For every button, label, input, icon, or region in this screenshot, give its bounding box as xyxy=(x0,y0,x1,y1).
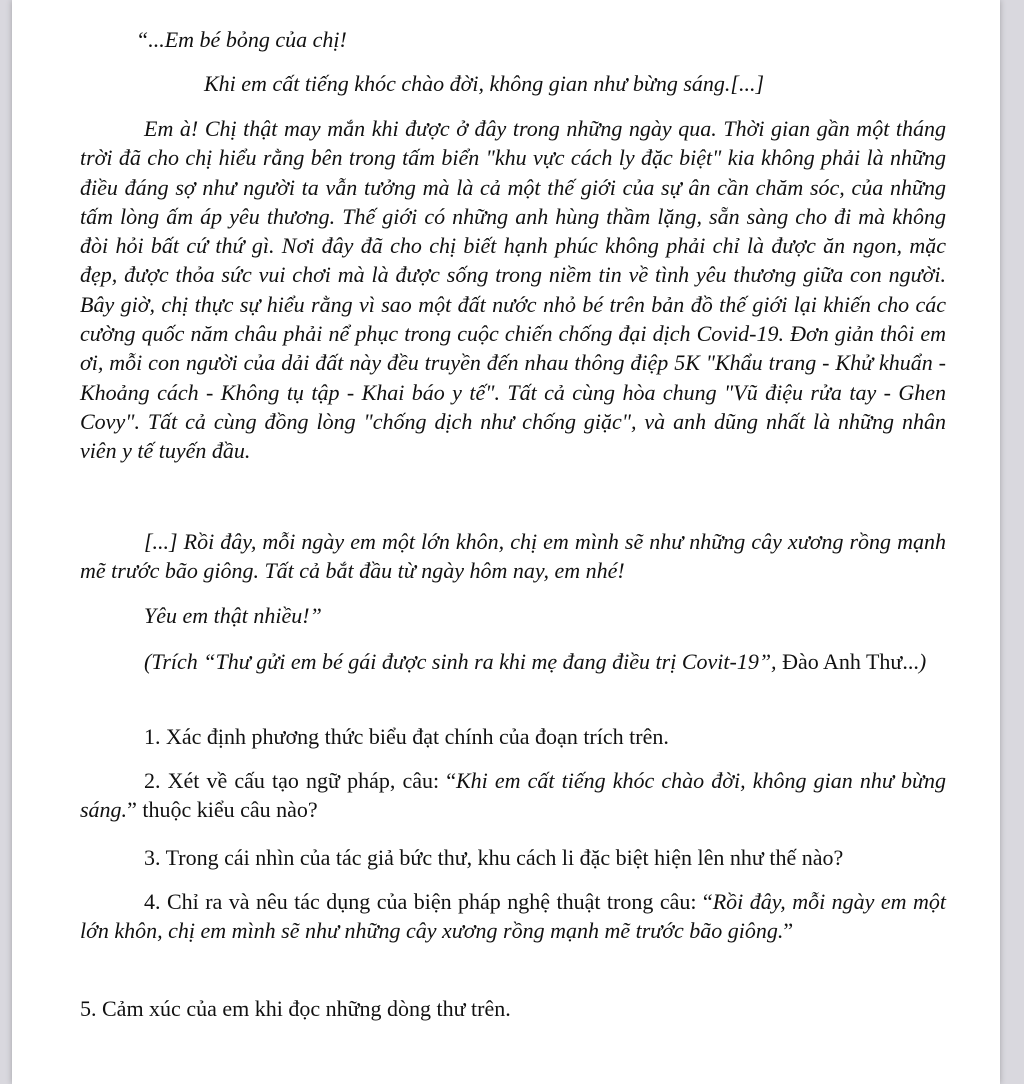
question-1: 1. Xác định phương thức biểu đạt chính của đoạn trích trên. xyxy=(144,724,669,749)
cropped-heading-line xyxy=(80,0,86,10)
question-2-prefix: 2. Xét về cấu tạo ngữ pháp, câu: “ xyxy=(144,768,456,793)
greeting: “...Em bé bỏng của chị! xyxy=(136,27,347,52)
letter-closing: Yêu em thật nhiều!” xyxy=(144,603,322,628)
question-2-suffix: ” thuộc kiểu câu nào? xyxy=(127,797,318,823)
question-4-quote: Rồi đây, mỗi ngày em một lớn khôn, chị em mình sẽ như những cây xương rồng mạnh mẽ trước bão giông. xyxy=(80,889,946,944)
question-4-suffix: ” xyxy=(783,918,794,944)
question-2 xyxy=(80,766,946,825)
letter-paragraph-2: [...] Rồi đây, mỗi ngày em một lớn khôn, chị em mình sẽ như những cây xương rồng mạnh mẽ trước bão giông. Tất cả bắt đầu từ ngày hôm nay, em nhé! xyxy=(80,529,946,584)
question-3: 3. Trong cái nhìn của tác giả bức thư, khu cách li đặc biệt hiện lên như thế nào? xyxy=(144,845,844,870)
document-page xyxy=(12,0,1000,1084)
letter-paragraph-1: Em à! Chị thật may mắn khi được ở đây trong những ngày qua. Thời gian gần một tháng trời đã cho chị hiểu rằng bên trong tấm biển "khu vực cách ly đặc biệt" kia không phải là những điều đáng sợ như người ta vẫn tưởng mà là cả một thế giới của sự ân cần chăm sóc, của những tấm lòng ấm áp yêu thương. Thế giới có những anh hùng thầm lặng, sẵn sàng cho đi mà không đòi hỏi bất cứ thứ gì. Nơi đây đã cho chị biết hạnh phúc không phải chỉ là được ăn ngon, mặc đẹp, được thỏa sức vui chơi mà là được sống trong niềm tin về tình yêu thương giữa con người. Bây giờ, chị thực sự hiểu rằng vì sao một đất nước nhỏ bé trên bản đồ thế giới lại khiến cho các cường quốc năm châu phải nể phục trong cuộc chiến chống đại dịch Covid-19. Đơn giản thôi em ơi, mỗi con người của dải đất này đều truyền đến nhau thông điệp 5K "Khẩu trang - Khử khuẩn - Khoảng cách - Không tụ tập - Khai báo y tế". Tất cả cùng hòa chung "Vũ điệu rửa tay - Ghen Covy". Tất cả cùng đồng lòng "chống dịch như chống giặc", và anh dũng nhất là những nhân viên y tế tuyến đầu. xyxy=(80,116,946,464)
source-author: Đào Anh Thư... xyxy=(776,649,919,674)
source-title: (Trích “Thư gửi em bé gái được sinh ra khi mẹ đang điều trị Covit-19”, xyxy=(144,649,777,674)
quote-line-1: Khi em cất tiếng khóc chào đời, không gian như bừng sáng.[...] xyxy=(204,71,765,96)
question-5: 5. Cảm xúc của em khi đọc những dòng thư trên. xyxy=(80,996,511,1021)
source-close-paren: ) xyxy=(918,649,927,674)
question-4-prefix: 4. Chỉ ra và nêu tác dụng của biện pháp nghệ thuật trong câu: “ xyxy=(144,889,713,914)
question-2-quote: Khi em cất tiếng khóc chào đời, không gian như bừng sáng. xyxy=(80,768,947,823)
question-4 xyxy=(80,887,946,946)
source-citation xyxy=(80,647,946,676)
